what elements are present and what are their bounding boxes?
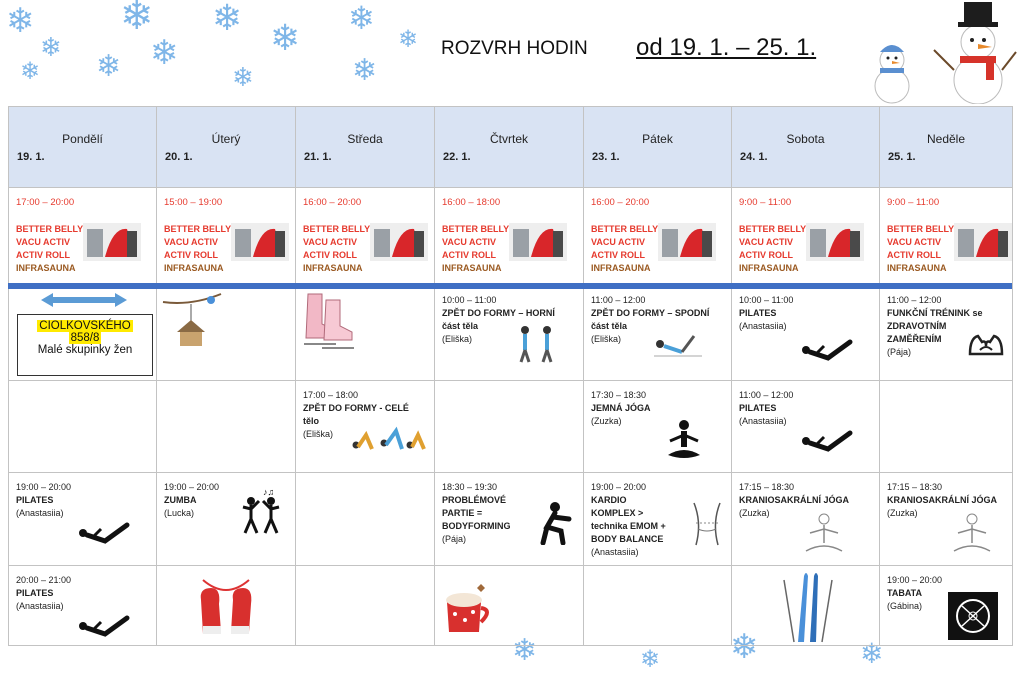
day-header-thursday [435,107,584,188]
waist-icon [688,499,726,549]
slot-time: 16:00 – 20:00 [303,197,362,208]
snowflake-icon: ❄ [730,628,759,666]
schedule-cell [296,381,435,473]
snowflake-icon: ❄ [120,0,154,38]
day-name: Pondělí [62,132,103,146]
class-entry: 18:30 – 19:30 PROBLÉMOVÉ PARTIE = BODYFORMING (Pája) [442,482,511,544]
schedule-cell [584,566,732,646]
schedule-cell [296,286,435,381]
class-entry: 11:00 – 12:00 FUNKČNÍ TRÉNINK se ZDRAVOTNÍM ZAMĚŘENÍM (Pája) [887,295,983,357]
class-entry: 17:00 – 18:00 ZPĚT DO FORMY - CELÉ tělo (Eliška) [303,390,409,439]
snowflake-icon: ❄ [212,0,243,38]
slot-time: 9:00 – 11:00 [887,197,940,208]
schedule-cell [732,286,880,381]
morning-slot [157,188,296,286]
schedule-cell [296,473,435,566]
snowflake-icon: ❄ [398,26,419,53]
pilates-pose-icon [796,427,856,457]
address-number: 858/8 [70,332,100,344]
pilates-pose-icon [73,612,133,642]
day-name: Čtvrtek [489,132,528,146]
vacu-machine-icon [658,223,716,261]
vacu-machine-icon [954,223,1012,261]
page-title: ROZVRH HODIN [441,38,588,59]
schedule-cell [9,286,157,381]
slot-time: 16:00 – 20:00 [591,197,650,208]
schedule-cell [435,381,584,473]
schedule-cell [157,381,296,473]
vacu-machine-icon [509,223,567,261]
yoga-pose-icon [950,511,994,559]
vacu-machine-icon [806,223,864,261]
slot-services: BETTER BELLY VACU ACTIV ACTIV ROLL INFRASAUNA [591,224,659,273]
schedule-cell [880,473,1013,566]
svg-text:♪♫: ♪♫ [263,487,275,497]
schedule-cell [732,473,880,566]
day-date: 22. 1. [443,151,471,163]
snowflake-icon: ❄ [352,54,378,87]
slot-services: BETTER BELLY VACU ACTIV ACTIV ROLL INFRASAUNA [887,224,955,273]
slot-time: 15:00 – 19:00 [164,197,223,208]
schedule-cell [9,473,157,566]
day-name: Neděle [926,132,966,146]
snowman-icon [930,0,1018,104]
vacu-machine-icon [83,223,141,261]
snowman-icon [862,36,922,104]
class-entry: 11:00 – 12:00 PILATES (Anastasiia) [739,390,794,426]
day-date: 19. 1. [17,151,45,163]
class-entry: 19:00 – 20:00 KARDIO KOMPLEX > technika EMOM + BODY BALANCE (Anastasiia) [591,482,666,557]
day-header-friday [584,107,732,188]
morning-slot [880,188,1013,286]
schedule-cell [880,286,1013,381]
schedule-table [8,106,1013,646]
snowflake-icon: ❄ [860,638,884,669]
class-entry: 19:00 – 20:00 PILATES (Anastasiia) [16,482,72,518]
day-name: Pátek [642,132,673,146]
schedule-cell [9,566,157,646]
schedule-cell [880,381,1013,473]
day-header-monday [9,107,157,188]
schedule-cell [584,286,732,381]
snowflake-icon: ❄ [6,2,35,40]
day-date: 21. 1. [304,151,332,163]
pilates-pose-icon [796,336,856,366]
day-date: 20. 1. [165,151,193,163]
slot-services: BETTER BELLY VACU ACTIV ACTIV ROLL INFRASAUNA [442,224,510,273]
bird-feeder-icon [161,290,223,356]
class-entry: 10:00 – 11:00 PILATES (Anastasiia) [739,295,794,331]
slot-services: BETTER BELLY VACU ACTIV ACTIV ROLL INFRASAUNA [16,224,84,273]
slot-time: 17:00 – 20:00 [16,197,75,208]
snowflake-icon: ❄ [96,50,122,83]
date-range: od 19. 1. – 25. 1. [636,34,817,61]
schedule-cell [732,566,880,646]
slot-services: BETTER BELLY VACU ACTIV ACTIV ROLL INFRASAUNA [164,224,232,273]
cocoa-mug-icon [441,580,497,636]
morning-slot [9,188,157,286]
class-entry: 17:15 – 18:30 KRANIOSAKRÁLNÍ JÓGA (Zuzka) [739,482,850,518]
exercise-figures-icon [652,326,704,360]
class-entry: 10:00 – 11:00 ZPĚT DO FORMY – HORNÍ část těla (Eliška) [442,295,555,344]
class-entry: 17:30 – 18:30 JEMNÁ JÓGA (Zuzka) [591,390,651,426]
skis-icon [772,570,842,644]
class-entry: 20:00 – 21:00 PILATES (Anastasiia) [16,575,72,611]
schedule-cell [584,381,732,473]
morning-slot [732,188,880,286]
vacu-machine-icon [370,223,428,261]
schedule-cell [880,566,1013,646]
snowflake-icon: ❄ [20,58,41,85]
class-entry: 19:00 – 20:00 ZUMBA (Lucka) [164,482,220,518]
address-street: CIOLKOVSKÉHO [39,320,131,332]
snowflake-icon: ❄ [232,62,254,92]
snowflake-icon: ❄ [40,32,62,62]
pilates-pose-icon [73,519,133,549]
class-entry: 17:15 – 18:30 KRANIOSAKRÁLNÍ JÓGA (Zuzka) [887,482,998,518]
class-entry: 11:00 – 12:00 ZPĚT DO FORMY – SPODNÍ část těla (Eliška) [591,295,710,344]
address-box [17,314,153,376]
morning-slot [584,188,732,286]
snowflake-icon: ❄ [512,634,538,667]
exercise-figures-icon [344,421,426,455]
schedule-cell [157,286,296,381]
day-name: Úterý [211,132,241,146]
mittens-icon [191,570,261,640]
snowflake-icon: ❄ [270,17,301,58]
day-name: Středa [347,132,383,146]
day-header-wednesday [296,107,435,188]
day-header-sunday [880,107,1013,188]
schedule-cell [435,473,584,566]
muscle-arm-icon [966,330,1006,362]
schedule-cell [435,286,584,381]
address-note: Malé skupinky žen [37,344,133,356]
schedule-cell [157,566,296,646]
day-date: 23. 1. [592,151,620,163]
day-name: Sobota [786,132,825,146]
schedule-cell [732,381,880,473]
morning-slot [296,188,435,286]
tabata-logo-icon [948,592,998,640]
double-arrow-icon [39,291,129,309]
squat-icon [533,501,573,545]
meditation-icon [666,417,702,463]
snowflake-icon: ❄ [640,646,661,673]
day-header-saturday [732,107,880,188]
exercise-figures-icon [513,324,561,364]
vacu-machine-icon [231,223,289,261]
section-divider [8,283,1012,289]
class-entry: 19:00 – 20:00 TABATA (Gábina) [887,575,943,611]
morning-slot [435,188,584,286]
schedule-cell [157,473,296,566]
snowflake-icon: ❄ [150,34,179,72]
yoga-pose-icon [802,511,846,559]
slot-time: 9:00 – 11:00 [739,197,792,208]
zumba-dancers-icon [239,487,285,535]
schedule-cell [584,473,732,566]
day-date: 25. 1. [888,151,916,163]
schedule-cell [9,381,157,473]
schedule-cell [435,566,584,646]
day-header-tuesday [157,107,296,188]
snowflake-icon: ❄ [348,0,375,36]
ice-skates-icon [300,290,358,354]
day-date: 24. 1. [740,151,768,163]
slot-time: 16:00 – 18:00 [442,197,501,208]
slot-services: BETTER BELLY VACU ACTIV ACTIV ROLL INFRASAUNA [739,224,807,273]
schedule-cell [296,566,435,646]
slot-services: BETTER BELLY VACU ACTIV ACTIV ROLL INFRASAUNA [303,224,371,273]
